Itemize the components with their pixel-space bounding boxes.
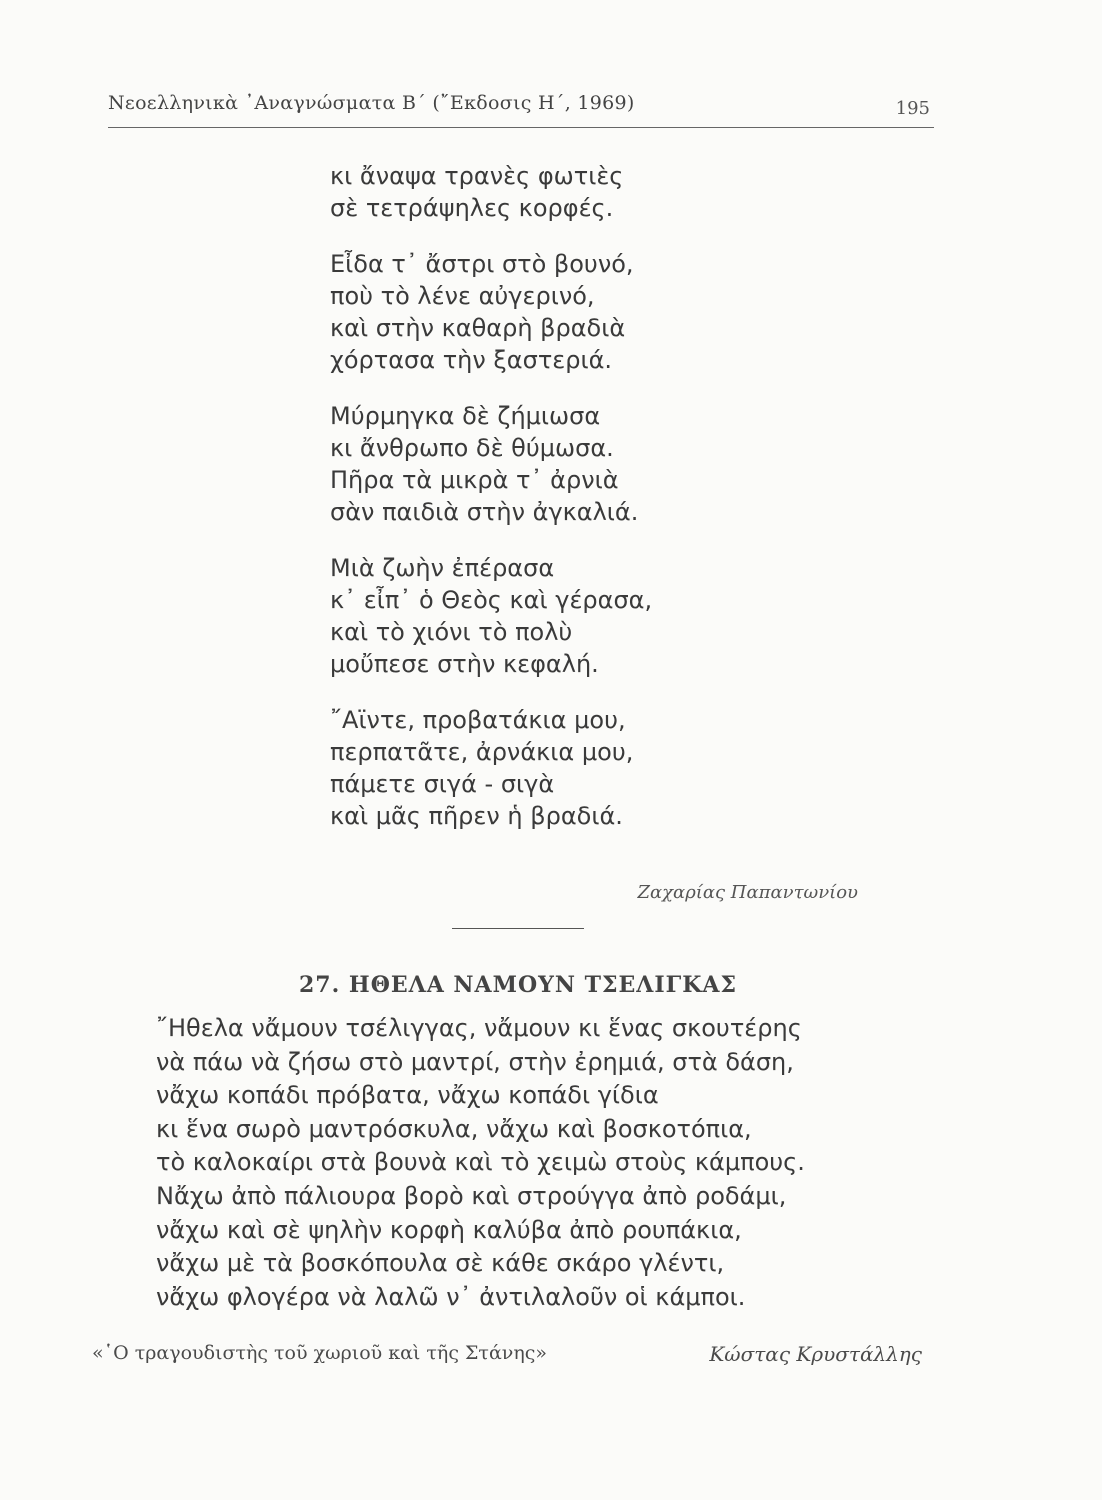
stanza — [330, 552, 652, 680]
poem-line: Πῆρα τὰ μικρὰ τ᾿ ἀρνιὰ — [330, 466, 619, 494]
stanza — [330, 400, 652, 528]
source-title: «῾Ο τραγουδιστὴς τοῦ χωριοῦ καὶ τῆς Στάνης» — [92, 1342, 547, 1364]
stanza — [330, 160, 652, 224]
poem-line: ῎Ηθελα νἄμουν τσέλιγγας, νἄμουν κι ἕνας σκουτέρης — [156, 1014, 802, 1042]
book-title: Νεοελληνικὰ ᾿Αναγνώσματα Β΄ (῎Εκδοσις Η΄, 1969) — [108, 92, 635, 114]
stanza — [330, 704, 652, 832]
poem-line: πάμετε σιγά - σιγὰ — [330, 770, 555, 798]
poem-line: κ᾿ εἶπ᾿ ὁ Θεὸς καὶ γέρασα, — [330, 586, 653, 614]
poem-line: κι ἄναψα τρανὲς φωτιὲς — [330, 162, 624, 190]
poem-line: τὸ καλοκαίρι στὰ βουνὰ καὶ τὸ χειμὼ στοὺς κάμπους. — [156, 1148, 805, 1177]
poem-line: περπατᾶτε, ἀρνάκια μου, — [330, 738, 634, 766]
page-header — [108, 92, 934, 128]
poem-line: σὰν παιδιὰ στὴν ἀγκαλιά. — [330, 498, 639, 526]
poem-line: κι ἕνα σωρὸ μαντρόσκυλα, νἄχω καὶ βοσκοτόπια, — [156, 1114, 752, 1143]
poem-line: νἄχω καὶ σὲ ψηλὴν κορφὴ καλύβα ἀπὸ ρουπάκια, — [156, 1215, 742, 1244]
section-title: 27. ΗΘΕΛΑ ΝΑΜΟΥΝ ΤΣΕΛΙΓΚΑΣ — [298, 972, 738, 998]
stanza — [330, 248, 652, 376]
section-divider — [452, 928, 584, 929]
poem-footer — [92, 1342, 922, 1372]
poem-krystallis — [156, 1012, 805, 1314]
poem-line: ῎Αϊντε, προβατάκια μου, — [330, 706, 626, 734]
poem-line: μοὔπεσε στὴν κεφαλή. — [330, 650, 599, 678]
poem-line: νἄχω φλογέρα νὰ λαλῶ ν᾿ ἀντιλαλοῦν οἱ κάμποι. — [156, 1282, 746, 1311]
poem-line: κι ἄνθρωπο δὲ θύμωσα. — [330, 434, 614, 462]
author-signature: Κώστας Κρυστάλλης — [709, 1342, 922, 1366]
poem-papantoniou — [330, 160, 652, 856]
author-signature: Ζαχαρίας Παπαντωνίου — [637, 882, 858, 903]
header-rule — [108, 127, 934, 128]
poem-line: νἄχω μὲ τὰ βοσκόπουλα σὲ κάθε σκάρο γλέντι, — [156, 1249, 725, 1278]
poem-line: Νἄχω ἀπὸ πάλιουρα βορὸ καὶ στρούγγα ἀπὸ ροδάμι, — [156, 1181, 787, 1210]
poem-line: καὶ μᾶς πῆρεν ἡ βραδιά. — [330, 802, 623, 830]
poem-line: χόρτασα τὴν ξαστεριά. — [330, 346, 613, 374]
poem-line: Μιὰ ζωὴν ἐπέρασα — [330, 554, 555, 582]
page-number: 195 — [895, 98, 930, 119]
poem-line: ποὺ τὸ λένε αὐγερινό, — [330, 282, 595, 310]
poem-line: καὶ στὴν καθαρὴ βραδιὰ — [330, 314, 626, 342]
poem-line: καὶ τὸ χιόνι τὸ πολὺ — [330, 618, 573, 646]
poem-line: Εἶδα τ᾿ ἄστρι στὸ βουνό, — [330, 250, 634, 278]
poem-line: σὲ τετράψηλες κορφές. — [330, 194, 614, 222]
poem-line: Μύρμηγκα δὲ ζήμιωσα — [330, 402, 601, 430]
poem-line: νὰ πάω νὰ ζήσω στὸ μαντρί, στὴν ἐρημιά, στὰ δάση, — [156, 1047, 794, 1076]
poem-line: νἄχω κοπάδι πρόβατα, νἄχω κοπάδι γίδια — [156, 1081, 659, 1110]
